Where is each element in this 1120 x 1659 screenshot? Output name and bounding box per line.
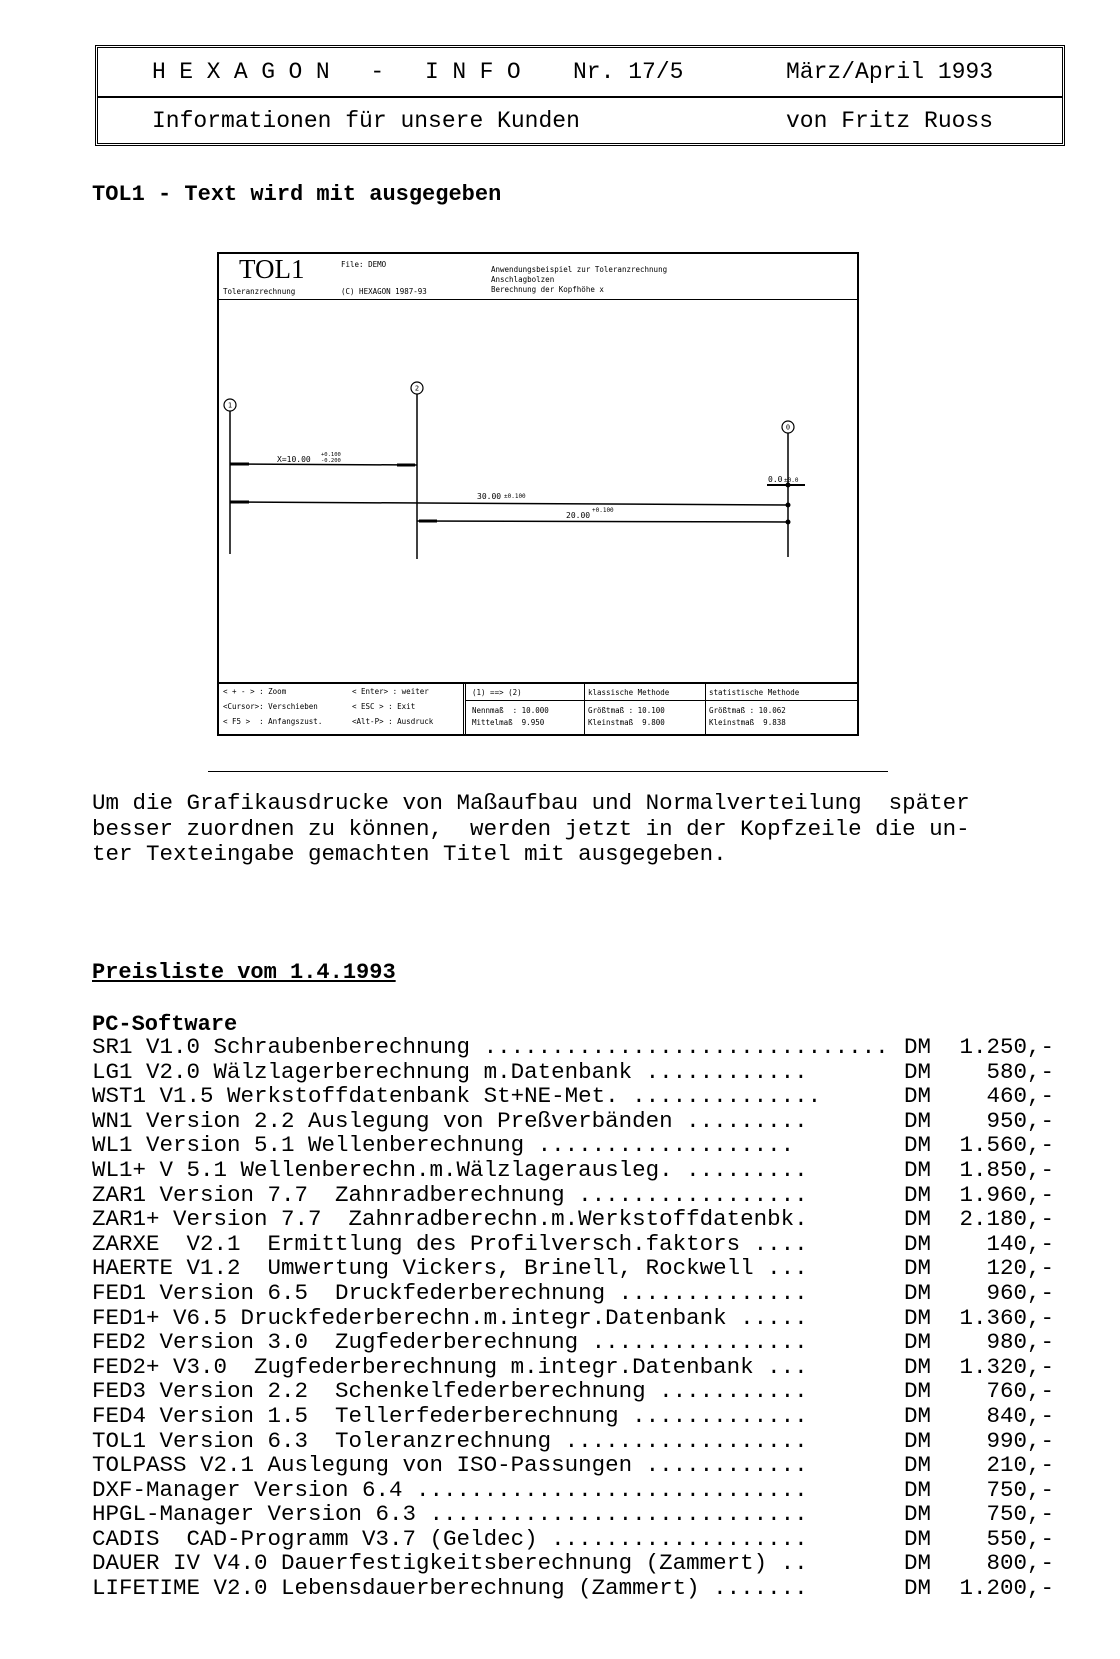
product-price: 840,- bbox=[986, 1402, 1054, 1429]
currency: DM bbox=[904, 1476, 932, 1503]
screen-header bbox=[219, 254, 857, 300]
product-price: 1.360,- bbox=[959, 1304, 1054, 1331]
dim-30-tol: ±0.100 bbox=[504, 493, 526, 500]
currency: DM bbox=[904, 1156, 932, 1183]
product-price: 1.320,- bbox=[959, 1353, 1054, 1380]
article-heading: TOL1 - Text wird mit ausgegeben bbox=[92, 182, 502, 207]
dim-20-tol: +0.100 bbox=[592, 507, 614, 514]
chain-label: (1) ==> (2) bbox=[472, 688, 522, 697]
product-price: 120,- bbox=[986, 1255, 1054, 1282]
product-name: DXF-Manager Version 6.4 ............................. bbox=[92, 1476, 808, 1503]
product-name: LG1 V2.0 Wälzlagerberechnung m.Datenbank ............ bbox=[92, 1058, 808, 1085]
currency: DM bbox=[904, 1452, 932, 1479]
paragraph-line: Um die Grafikausdrucke von Maßaufbau und Normalverteilung später bbox=[92, 790, 970, 816]
key-zoom: < + - > : Zoom bbox=[223, 687, 287, 696]
price-list-item bbox=[92, 1404, 1062, 1429]
dim-x-upper-tol: +0.100 bbox=[321, 452, 341, 458]
pricelist-section-title: PC-Software bbox=[92, 1012, 238, 1037]
price-list-item bbox=[92, 1109, 1062, 1134]
results-panel bbox=[463, 684, 857, 734]
dim-x-line bbox=[230, 464, 417, 465]
price-list-item bbox=[92, 1281, 1062, 1306]
product-name: ZAR1+ Version 7.7 Zahnradberechn.m.Werkstoffdatenbk. bbox=[92, 1206, 808, 1233]
currency: DM bbox=[904, 1304, 932, 1331]
separator-line bbox=[208, 771, 888, 772]
dim-30-line bbox=[230, 502, 788, 505]
header-row-subtitle bbox=[98, 97, 1062, 145]
product-name: CADIS CAD-Programm V3.7 (Geldec) ................... bbox=[92, 1525, 808, 1552]
dim-x-value: X=10.00 bbox=[277, 455, 311, 464]
screen-status-bar bbox=[219, 682, 857, 734]
currency: DM bbox=[904, 1107, 932, 1134]
author: von Fritz Ruoss bbox=[786, 108, 994, 134]
price-list-item bbox=[92, 1429, 1062, 1454]
currency: DM bbox=[904, 1575, 932, 1602]
issue-date: März/April 1993 bbox=[786, 59, 994, 85]
key-esc: < ESC > : Exit bbox=[352, 702, 416, 711]
mittelmass: Mittelmaß 9.950 bbox=[472, 718, 545, 727]
product-price: 1.560,- bbox=[959, 1132, 1054, 1159]
dim-0-tol: ±0.0 bbox=[784, 477, 799, 484]
product-name: WL1 Version 5.1 Wellenberechnung ................... bbox=[92, 1132, 795, 1159]
product-price: 2.180,- bbox=[959, 1206, 1054, 1233]
price-list-item bbox=[92, 1183, 1062, 1208]
header-row-title bbox=[98, 48, 1062, 98]
product-name: WL1+ V 5.1 Wellenberechn.m.Wälzlagerausleg. ......... bbox=[92, 1156, 808, 1183]
key-enter: < Enter> : weiter bbox=[352, 687, 429, 696]
product-name: HPGL-Manager Version 6.3 ............................ bbox=[92, 1501, 808, 1528]
product-price: 760,- bbox=[986, 1378, 1054, 1405]
price-list-item bbox=[92, 1256, 1062, 1281]
product-name: FED4 Version 1.5 Tellerfederberechnung ............. bbox=[92, 1402, 808, 1429]
product-price: 980,- bbox=[986, 1329, 1054, 1356]
nennmass: Nennmaß : 10.000 bbox=[472, 706, 549, 715]
currency: DM bbox=[904, 1058, 932, 1085]
price-list-item bbox=[92, 1232, 1062, 1257]
price-list-item bbox=[92, 1035, 1062, 1060]
product-price: 1.250,- bbox=[959, 1034, 1054, 1060]
issue-number: Nr. 17/5 bbox=[573, 59, 684, 85]
dim-20-line bbox=[417, 521, 788, 522]
node-2-label: 2 bbox=[414, 384, 420, 393]
product-name: TOL1 Version 6.3 Toleranzrechnung .................. bbox=[92, 1427, 808, 1454]
product-name: WN1 Version 2.2 Auslegung von Preßverbänden ......... bbox=[92, 1107, 808, 1134]
product-name: TOLPASS V2.1 Auslegung von ISO-Passungen ............ bbox=[92, 1452, 808, 1479]
currency: DM bbox=[904, 1427, 932, 1454]
product-price: 960,- bbox=[986, 1279, 1054, 1306]
newsletter-title: HEXAGON - INFO bbox=[152, 59, 535, 85]
currency: DM bbox=[904, 1083, 932, 1110]
article-paragraph bbox=[92, 791, 970, 868]
product-name: SR1 V1.0 Schraubenberechnung .............................. bbox=[92, 1034, 889, 1060]
product-name: DAUER IV V4.0 Dauerfestigkeitsberechnung (Zammert) .. bbox=[92, 1550, 808, 1577]
program-name: Toleranzrechnung bbox=[223, 287, 296, 296]
product-price: 1.960,- bbox=[959, 1181, 1054, 1208]
price-list-item bbox=[92, 1060, 1062, 1085]
copyright: (C) HEXAGON 1987-93 bbox=[341, 287, 427, 296]
price-list-item bbox=[92, 1453, 1062, 1478]
tol1-screenshot bbox=[217, 252, 859, 736]
product-price: 990,- bbox=[986, 1427, 1054, 1454]
product-name: HAERTE V1.2 Umwertung Vickers, Brinell, Rockwell ... bbox=[92, 1255, 808, 1282]
description-line-1: Anwendungsbeispiel zur Toleranzrechnung bbox=[491, 265, 668, 274]
currency: DM bbox=[904, 1230, 932, 1257]
price-list-item bbox=[92, 1158, 1062, 1183]
product-name: ZARXE V2.1 Ermittlung des Profilversch.faktors .... bbox=[92, 1230, 808, 1257]
description-line-2: Anschlagbolzen bbox=[491, 275, 555, 284]
currency: DM bbox=[904, 1034, 932, 1060]
statistic-max: Größtmaß : 10.062 bbox=[709, 706, 786, 715]
product-price: 1.200,- bbox=[959, 1575, 1054, 1602]
product-name: FED1 Version 6.5 Druckfederberechnung .............. bbox=[92, 1279, 808, 1306]
currency: DM bbox=[904, 1279, 932, 1306]
pricelist-title: Preisliste vom 1.4.1993 bbox=[92, 960, 396, 985]
product-name: FED2 Version 3.0 Zugfederberechnung ................ bbox=[92, 1329, 808, 1356]
currency: DM bbox=[904, 1402, 932, 1429]
paragraph-line: ter Texteingabe gemachten Titel mit ausgegeben. bbox=[92, 841, 727, 867]
dim-x-lower-tol: -0.200 bbox=[321, 458, 341, 464]
key-alt-p: <Alt-P> : Ausdruck bbox=[352, 717, 434, 726]
node-0-label: 0 bbox=[785, 423, 791, 432]
newsletter-subtitle: Informationen für unsere Kunden bbox=[152, 108, 580, 134]
price-list bbox=[92, 1035, 1062, 1601]
product-price: 950,- bbox=[986, 1107, 1054, 1134]
classic-method-title: klassische Methode bbox=[588, 688, 670, 697]
price-list-item bbox=[92, 1207, 1062, 1232]
price-list-item bbox=[92, 1330, 1062, 1355]
currency: DM bbox=[904, 1255, 932, 1282]
currency: DM bbox=[904, 1181, 932, 1208]
product-name: FED3 Version 2.2 Schenkelfederberechnung ........... bbox=[92, 1378, 808, 1405]
classic-max: Größtmaß : 10.100 bbox=[588, 706, 665, 715]
product-price: 750,- bbox=[986, 1501, 1054, 1528]
statistic-method-panel bbox=[705, 684, 857, 734]
currency: DM bbox=[904, 1501, 932, 1528]
product-name: FED1+ V6.5 Druckfederberechn.m.integr.Datenbank ..... bbox=[92, 1304, 808, 1331]
key-cursor: <Cursor>: Verschieben bbox=[223, 702, 318, 711]
currency: DM bbox=[904, 1550, 932, 1577]
product-price: 1.850,- bbox=[959, 1156, 1054, 1183]
dim-0-value: 0.0 bbox=[768, 475, 783, 484]
price-list-item bbox=[92, 1306, 1062, 1331]
description-line-3: Berechnung der Kopfhöhe x bbox=[491, 285, 604, 294]
price-list-item bbox=[92, 1576, 1062, 1601]
product-price: 210,- bbox=[986, 1452, 1054, 1479]
program-logo: TOL1 bbox=[239, 254, 305, 284]
product-price: 460,- bbox=[986, 1083, 1054, 1110]
product-name: LIFETIME V2.0 Lebensdauerberechnung (Zammert) ....... bbox=[92, 1575, 808, 1602]
price-list-item bbox=[92, 1379, 1062, 1404]
product-price: 580,- bbox=[986, 1058, 1054, 1085]
file-name: File: DEMO bbox=[341, 260, 387, 269]
price-list-item bbox=[92, 1551, 1062, 1576]
currency: DM bbox=[904, 1525, 932, 1552]
price-list-item bbox=[92, 1478, 1062, 1503]
classic-min: Kleinstmaß 9.800 bbox=[588, 718, 665, 727]
product-name: FED2+ V3.0 Zugfederberechnung m.integr.Datenbank ... bbox=[92, 1353, 808, 1380]
product-price: 550,- bbox=[986, 1525, 1054, 1552]
product-price: 140,- bbox=[986, 1230, 1054, 1257]
product-name: ZAR1 Version 7.7 Zahnradberechnung ................. bbox=[92, 1181, 808, 1208]
product-name: WST1 V1.5 Werkstoffdatenbank St+NE-Met. .............. bbox=[92, 1083, 822, 1110]
statistic-method-title: statistische Methode bbox=[709, 688, 800, 697]
price-list-item bbox=[92, 1527, 1062, 1552]
dim-30-value: 30.00 bbox=[477, 492, 502, 501]
product-price: 800,- bbox=[986, 1550, 1054, 1577]
classic-method-panel bbox=[584, 684, 857, 734]
price-list-item bbox=[92, 1355, 1062, 1380]
node-1-label: 1 bbox=[227, 401, 233, 410]
currency: DM bbox=[904, 1329, 932, 1356]
currency: DM bbox=[904, 1353, 932, 1380]
product-price: 750,- bbox=[986, 1476, 1054, 1503]
newsletter-header bbox=[95, 45, 1065, 146]
currency: DM bbox=[904, 1378, 932, 1405]
price-list-item bbox=[92, 1133, 1062, 1158]
paragraph-line: besser zuordnen zu können, werden jetzt in der Kopfzeile die un- bbox=[92, 815, 970, 842]
dim-20-value: 20.00 bbox=[566, 511, 591, 520]
statistic-min: Kleinstmaß 9.838 bbox=[709, 718, 786, 727]
price-list-item bbox=[92, 1084, 1062, 1109]
key-f5: < F5 > : Anfangszust. bbox=[223, 717, 323, 726]
tolerance-chain-drawing bbox=[219, 299, 857, 689]
currency: DM bbox=[904, 1132, 932, 1159]
currency: DM bbox=[904, 1206, 932, 1233]
price-list-item bbox=[92, 1502, 1062, 1527]
